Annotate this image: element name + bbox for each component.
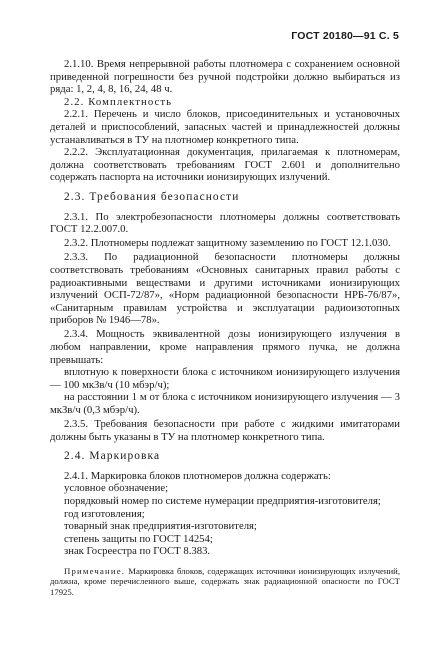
marking-item: степень защиты по ГОСТ 14254; (64, 532, 213, 545)
page-header: ГОСТ 20180—91 С. 5 (291, 30, 399, 42)
clause-2-3-4-item-a: вплотную к поверхности блока с источником ионизирующего излучения — 100 мкЗв/ч (10 мбэр/ч); (50, 366, 400, 391)
clause-2-1-10: 2.1.10. Время непрерывной работы плотномера с сохранением основной приведенной погрешности без ручной подстройки должно выбираться из ряда: 1, 2, 4, 8, 16, 24, 48 ч. (50, 58, 400, 96)
marking-item: год изготовления; (64, 507, 145, 520)
clause-2-2-1: 2.2.1. Перечень и число блоков, присоединительных и установочных деталей и приспособлений, запасных частей и принадлежностей должны устанавливаться в ТУ на плотномер конкретного типа. (50, 108, 400, 146)
clause-2-2-2: 2.2.2. Эксплуатационная документация, прилагаемая к плотномерам, должна соответствовать требованиям ГОСТ 2.601 и дополнительно содержать паспорта на источники ионизирующих излучений. (50, 146, 400, 184)
clause-2-3-2: 2.3.2. Плотномеры подлежат защитному заземлению по ГОСТ 12.1.030. (64, 237, 391, 250)
clause-2-3-3: 2.3.3. По радиационной безопасности плотномеры должны соответствовать требованиям «Основных санитарных правил работы с радиоактивными веществами и другими источниками ионизирующих излучений ОСП-72/87», «Норм радиационной безопасности НРБ-76/87», «Санитарным правилам устройства и эксплуатации радиоизотопных приборов № 1946—78». (50, 251, 400, 327)
section-2-2-heading: 2.2. Комплектность (64, 95, 173, 108)
marking-item: товарный знак предприятия-изготовителя; (64, 520, 257, 533)
section-2-3-heading: 2.3. Требования безопасности (64, 190, 240, 203)
marking-item: порядковый номер по системе нумерации предприятия-изготовителя; (64, 495, 381, 507)
marking-item: условное обозначение; (64, 482, 169, 495)
clause-2-3-4: 2.3.4. Мощность эквивалентной дозы ионизирующего излучения в любом направлении, кроме направления прямого пучка, не должна превышать: (50, 328, 400, 366)
section-2-4-heading: 2.4. Маркировка (64, 450, 161, 463)
note (50, 566, 400, 597)
document-body (50, 58, 400, 597)
note-label: Примечание. (64, 565, 126, 576)
clause-2-3-1: 2.3.1. По электробезопасности плотномеры должны соответствовать ГОСТ 12.2.007.0. (50, 210, 400, 236)
marking-item: знак Госреестра по ГОСТ 8.383. (64, 545, 211, 558)
note-text: Маркировка блоков, содержащих источники ионизирующих излучений, должна, кроме перечисленного выше, содержать знак радиационной опасности по ГОСТ 17925. (50, 565, 400, 597)
clause-2-4-1: 2.4.1. Маркировка блоков плотномеров должна содержать: (64, 469, 331, 482)
clause-2-3-4-item-b: на расстоянии 1 м от блока с источником ионизирующего излучения — 3 мкЗв/ч (0,3 мбэр/ч). (50, 391, 400, 416)
clause-2-3-5: 2.3.5. Требования безопасности при работе с жидкими имитаторами должны быть указаны в ТУ на плотномер конкретного типа. (50, 418, 400, 443)
